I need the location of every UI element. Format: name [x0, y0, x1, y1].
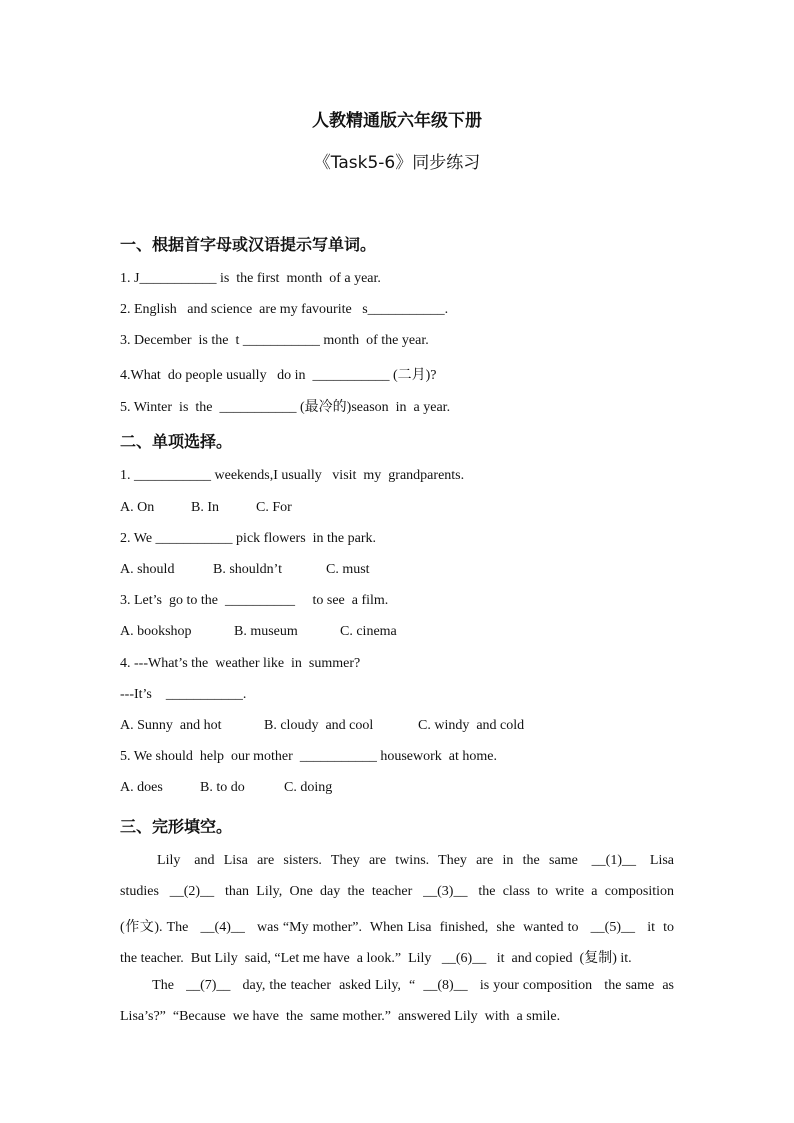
s2-q4-stem: 4. ---What’s the weather like in summer?: [120, 656, 361, 671]
cloze-line-3: (作文). The __(4)__ was “My mother”. When Lisa finished, she wanted to __(5)__ it to: [120, 920, 674, 935]
s2-q3-stem: 3. Let’s go to the __________ to see a film.: [120, 593, 389, 608]
s1-item-3: 3. December is the t ___________ month of the year.: [120, 333, 429, 348]
s2-q3-option-b: B. museum: [234, 624, 298, 639]
s2-q5-option-c: C. doing: [284, 780, 333, 795]
s2-q3-option-c: C. cinema: [340, 624, 397, 639]
s2-q1-stem: 1. ___________ weekends,I usually visit my grandparents.: [120, 468, 465, 483]
s2-q5-option-b: B. to do: [200, 780, 245, 795]
s2-q5-stem: 5. We should help our mother ___________ housework at home.: [120, 749, 497, 764]
s2-q1-option-a: A. On: [120, 500, 155, 515]
s2-q2-option-a: A. should: [120, 562, 175, 577]
s1-item-5: 5. Winter is the ___________ (最冷的)season in a year.: [120, 400, 451, 415]
section-1-heading: 一、根据首字母或汉语提示写单词。: [120, 235, 377, 254]
s1-item-4: 4.What do people usually do in ___________ (二月)?: [120, 368, 437, 383]
section-2-heading: 二、单项选择。: [120, 432, 233, 451]
s2-q4-option-c: C. windy and cold: [418, 718, 525, 733]
s2-q4-stem-2: ---It’s ___________.: [120, 687, 247, 702]
s1-item-1: 1. J___________ is the first month of a year.: [120, 271, 381, 286]
s2-q2-option-c: C. must: [326, 562, 370, 577]
s1-item-2: 2. English and science are my favourite s___________.: [120, 302, 449, 317]
cloze-line-1: Lily and Lisa are sisters. They are twins. They are in the same __(1)__ Lisa: [120, 853, 674, 868]
page-subtitle: 《Task5-6》同步练习: [313, 153, 481, 173]
s2-q1-option-c: C. For: [256, 500, 292, 515]
s2-q2-stem: 2. We ___________ pick flowers in the park.: [120, 531, 377, 546]
s2-q1-option-b: B. In: [191, 500, 219, 515]
s2-q4-option-a: A. Sunny and hot: [120, 718, 222, 733]
cloze-line-2: studies __(2)__ than Lily, One day the teacher __(3)__ the class to write a composition: [120, 884, 674, 899]
s2-q2-option-b: B. shouldn’t: [213, 562, 282, 577]
s2-q5-option-a: A. does: [120, 780, 163, 795]
page-title: 人教精通版六年级下册: [312, 111, 482, 131]
s2-q4-option-b: B. cloudy and cool: [264, 718, 374, 733]
cloze-line-4: the teacher. But Lily said, “Let me have a look.” Lily __(6)__ it and copied (复制) it.: [120, 951, 632, 966]
cloze-line-5: The __(7)__ day, the teacher asked Lily, “ __(8)__ is your composition the same as: [120, 978, 674, 993]
section-3-heading: 三、完形填空。: [120, 817, 233, 836]
s2-q3-option-a: A. bookshop: [120, 624, 192, 639]
cloze-line-6: Lisa’s?” “Because we have the same mother.” answered Lily with a smile.: [120, 1009, 561, 1024]
